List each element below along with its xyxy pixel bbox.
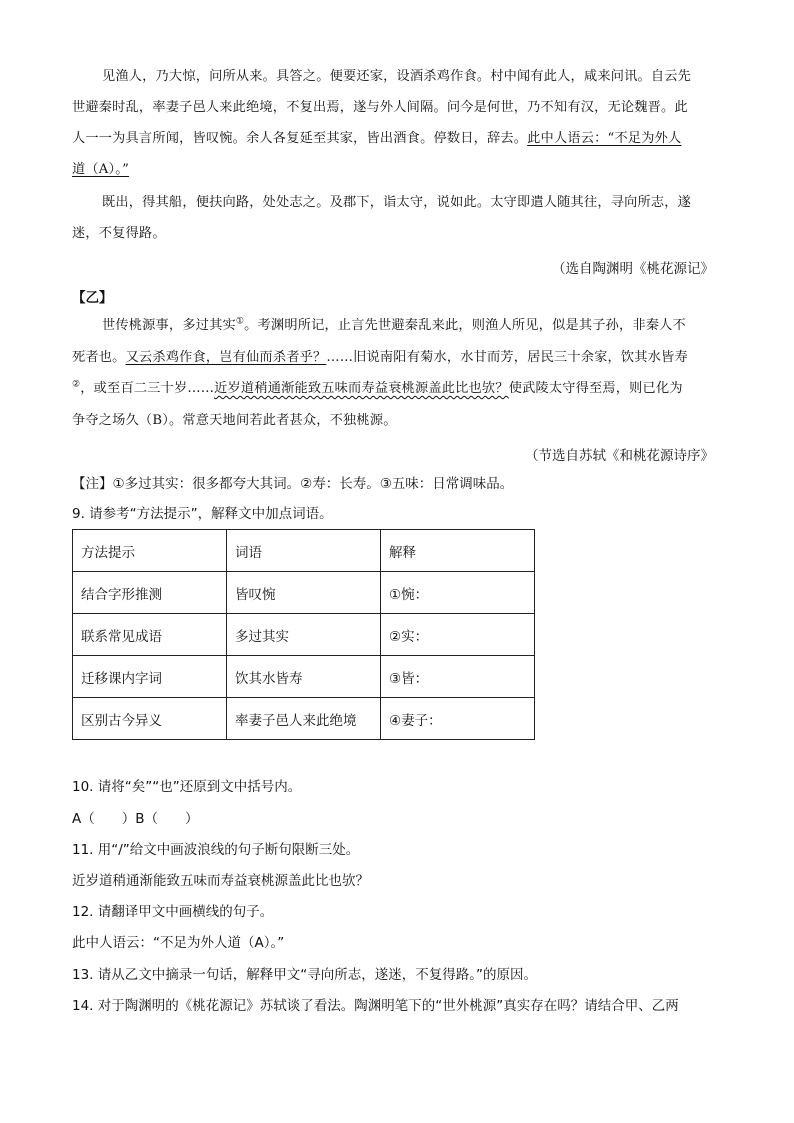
question-14: 14. 对于陶渊明的《桃花源记》苏轼谈了看法。陶渊明笔下的“世外桃源”真实存在吗？请结合甲、乙两	[72, 998, 679, 1014]
yi-line-1-b: 。考渊明所记，止言先世避秦乱来此，则渔人所见，似是其子孙，非秦人不	[244, 318, 686, 333]
yi-line-2-a: 死者也。	[72, 350, 126, 365]
table-cell: 率妻子邑人来此绝境	[227, 698, 381, 740]
note-marker-2: ②	[72, 379, 81, 390]
method-table	[72, 529, 535, 740]
table-cell: 迁移课内字词	[73, 656, 227, 698]
table-header-row	[73, 530, 535, 572]
question-10: 10. 请将“矣”“也”还原到文中括号内。	[72, 779, 302, 795]
jia-para2-line-1: 既出，得其船，便扶向路，处处志之。及郡下，诣太守，说如此。太守即遣人随其往，寻向所志，遂	[102, 195, 692, 210]
yi-source: （节选自苏轼《和桃花源诗序》	[525, 448, 714, 464]
yi-line-4: 争夺之场久（B）。常意天地间若此者甚众，不独桃源。	[72, 413, 397, 428]
table-header-cell: 词语	[227, 530, 381, 572]
table-row	[73, 698, 535, 740]
jia-source: （选自陶渊明《桃花源记》	[552, 261, 714, 277]
table-row	[73, 614, 535, 656]
table-header-cell: 方法提示	[73, 530, 227, 572]
yi-line-1	[102, 317, 686, 335]
question-9: 9. 请参考“方法提示”，解释文中加点词语。	[72, 506, 333, 522]
jia-line-2: 世避秦时乱，率妻子邑人来此绝境，不复出焉，遂与外人间隔。问今是何世，乃不知有汉，无论魏晋。此	[72, 100, 688, 115]
jia-line-3	[72, 130, 681, 148]
wavy-underlined-sentence: 近岁道稍通渐能致五味而寿益衰桃源盖此比也欤？	[214, 381, 509, 396]
yi-line-1-a: 世传桃源事，多过其实	[102, 318, 236, 333]
question-12-sentence: 此中人语云：“不足为外人道（A）。”	[72, 935, 285, 951]
footnote: 【注】①多过其实：很多都夸大其词。②寿：长寿。③五味：日常调味品。	[72, 476, 514, 492]
yi-underlined-sentence: 又云杀鸡作食，岂有仙而杀者乎？	[125, 350, 327, 365]
question-11: 11. 用“/”给文中画波浪线的句子断句限断三处。	[72, 842, 360, 858]
yi-line-3-a: ，或至百二三十岁……	[80, 381, 215, 396]
table-row	[73, 572, 535, 614]
table-header-cell: 解释	[381, 530, 535, 572]
table-cell: 结合字形推测	[73, 572, 227, 614]
question-11-sentence: 近岁道稍通渐能致五味而寿益衰桃源盖此比也欤？	[72, 873, 369, 889]
table-row	[73, 656, 535, 698]
table-cell: ①惋：	[381, 572, 535, 614]
table-cell: 饮其水皆寿	[227, 656, 381, 698]
table-cell: 联系常见成语	[73, 614, 227, 656]
table-cell: 多过其实	[227, 614, 381, 656]
question-12: 12. 请翻译甲文中画横线的句子。	[72, 904, 274, 920]
jia-para2-line-2: 迷，不复得路。	[72, 226, 166, 241]
question-13: 13. 请从乙文中摘录一句话，解释甲文“寻向所志，遂迷，不复得路。”的原因。	[72, 967, 537, 983]
jia-line-1: 见渔人，乃大惊，问所从来。具答之。便要还家，设酒杀鸡作食。村中闻有此人，咸来问讯。自云先	[102, 69, 692, 84]
table-cell: ②实：	[381, 614, 535, 656]
yi-line-3-b: 使武陵太守得至焉，则已化为	[508, 381, 683, 396]
table-cell: 皆叹惋	[227, 572, 381, 614]
jia-line-4	[72, 161, 129, 179]
table-cell: ③皆：	[381, 656, 535, 698]
yi-line-2-b: ……旧说南阳有菊水，水甘而芳，居民三十余家，饮其水皆寿	[326, 350, 688, 365]
yi-heading: 【乙】	[72, 290, 113, 306]
question-10-blanks: A（ ）B（ ）	[72, 811, 199, 827]
table-cell: 区别古今异义	[73, 698, 227, 740]
underlined-sentence-start: 此中人语云：“不足为外人	[527, 131, 682, 146]
note-marker-1: ①	[235, 316, 245, 327]
table-cell: ④妻子：	[381, 698, 535, 740]
underlined-sentence-end: 道（A）。”	[72, 162, 130, 177]
yi-line-3	[72, 380, 683, 398]
jia-line-3-text: 人一一为具言所闻，皆叹惋。余人各复延至其家，皆出酒食。停数日，辞去。	[72, 131, 528, 146]
yi-line-2	[72, 349, 688, 367]
